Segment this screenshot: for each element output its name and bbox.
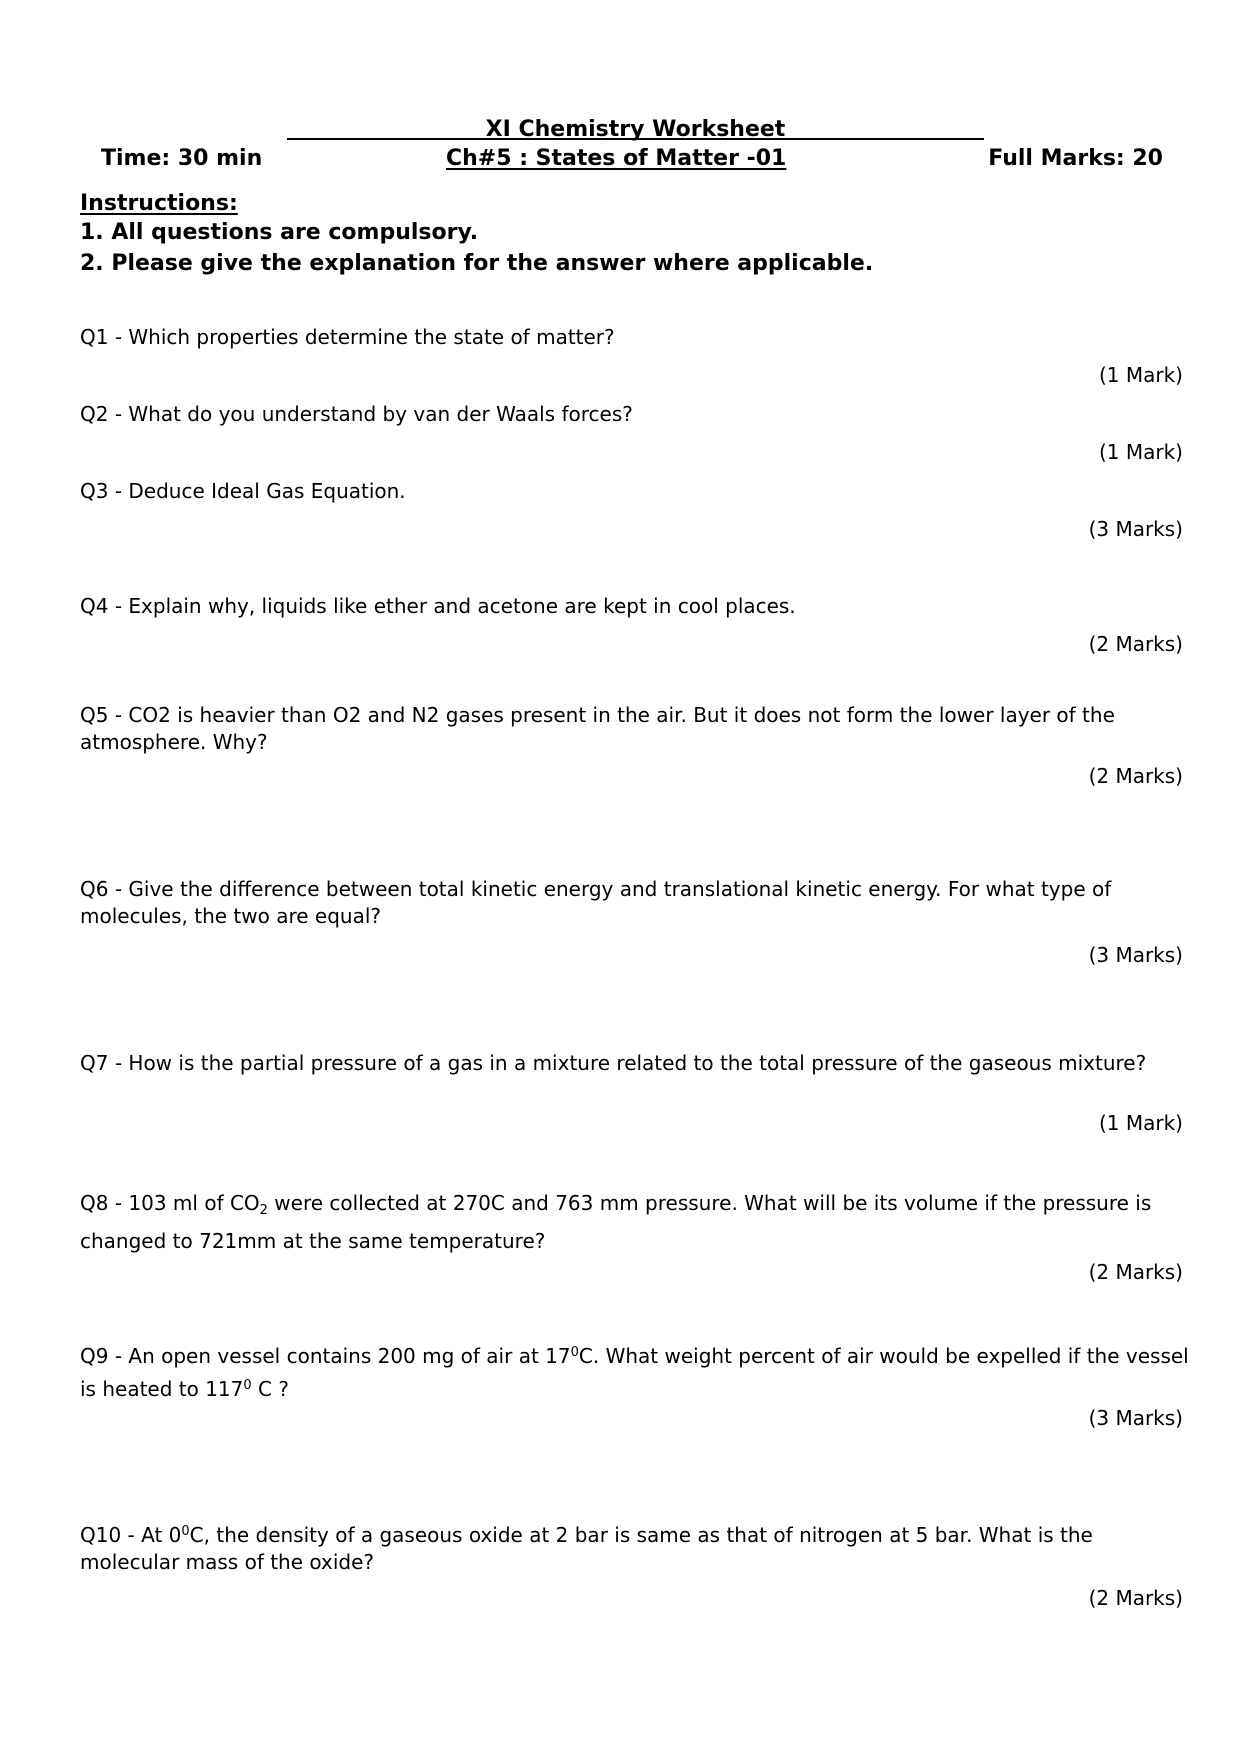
question-8: Q8 - 103 ml of $CO_2$ were collected at 270C and 763 mm pressure. What will be its volume if the pressure is changed to 721mm at the same temperature? xyxy=(80,1191,1152,1253)
superscript: 0 xyxy=(570,1345,579,1360)
question-9-marks: (3 Marks) xyxy=(1088,1406,1183,1430)
question-7: Q7 - How is the partial pressure of a gas in a mixture related to the total pressure of the gaseous mixture? xyxy=(80,1051,1147,1075)
question-5-marks: (2 Marks) xyxy=(1088,764,1183,788)
question-6: Q6 - Give the difference between total kinetic energy and translational kinetic energy. For what type of molecules, the two are equal? xyxy=(80,877,1112,928)
superscript: 0 xyxy=(243,1378,252,1393)
question-2: Q2 - What do you understand by van der Waals forces? xyxy=(80,402,633,426)
time-label: Time: 30 min xyxy=(101,146,263,171)
question-9: Q9 - An open vessel contains 200 mg of air at $17^0C$. What weight percent of air would be expelled if the vessel is heated to $117^0$ C ? xyxy=(80,1344,1189,1401)
question-3: Q3 - Deduce Ideal Gas Equation. xyxy=(80,479,406,503)
worksheet-title: XI Chemistry Worksheet xyxy=(485,117,786,142)
question-4-marks: (2 Marks) xyxy=(1088,632,1183,656)
chapter-title: Ch#5 : States of Matter -01 xyxy=(446,146,787,171)
subscript: 2 xyxy=(259,1203,268,1218)
question-8-marks: (2 Marks) xyxy=(1088,1260,1183,1284)
instruction-item: 2. Please give the explanation for the answer where applicable. xyxy=(80,251,874,276)
title-underline xyxy=(287,138,984,140)
question-7-marks: (1 Mark) xyxy=(1098,1111,1183,1135)
question-1: Q1 - Which properties determine the state of matter? xyxy=(80,325,615,349)
question-10: Q10 - At $0^0C$, the density of a gaseous oxide at 2 bar is same as that of nitrogen at 5 bar. What is the molecular mass of the oxide? xyxy=(80,1523,1093,1574)
question-5: Q5 - CO2 is heavier than O2 and N2 gases present in the air. But it does not form the lower layer of the atmosphere. Why? xyxy=(80,703,1115,754)
question-6-marks: (3 Marks) xyxy=(1088,943,1183,967)
instruction-item: 1. All questions are compulsory. xyxy=(80,220,479,245)
question-1-marks: (1 Mark) xyxy=(1098,363,1183,387)
question-3-marks: (3 Marks) xyxy=(1088,517,1183,541)
question-2-marks: (1 Mark) xyxy=(1098,440,1183,464)
question-10-marks: (2 Marks) xyxy=(1088,1586,1183,1610)
instructions-heading: Instructions: xyxy=(80,191,238,216)
question-4: Q4 - Explain why, liquids like ether and acetone are kept in cool places. xyxy=(80,594,796,618)
superscript: 0 xyxy=(181,1524,190,1539)
full-marks-label: Full Marks: 20 xyxy=(988,146,1163,171)
